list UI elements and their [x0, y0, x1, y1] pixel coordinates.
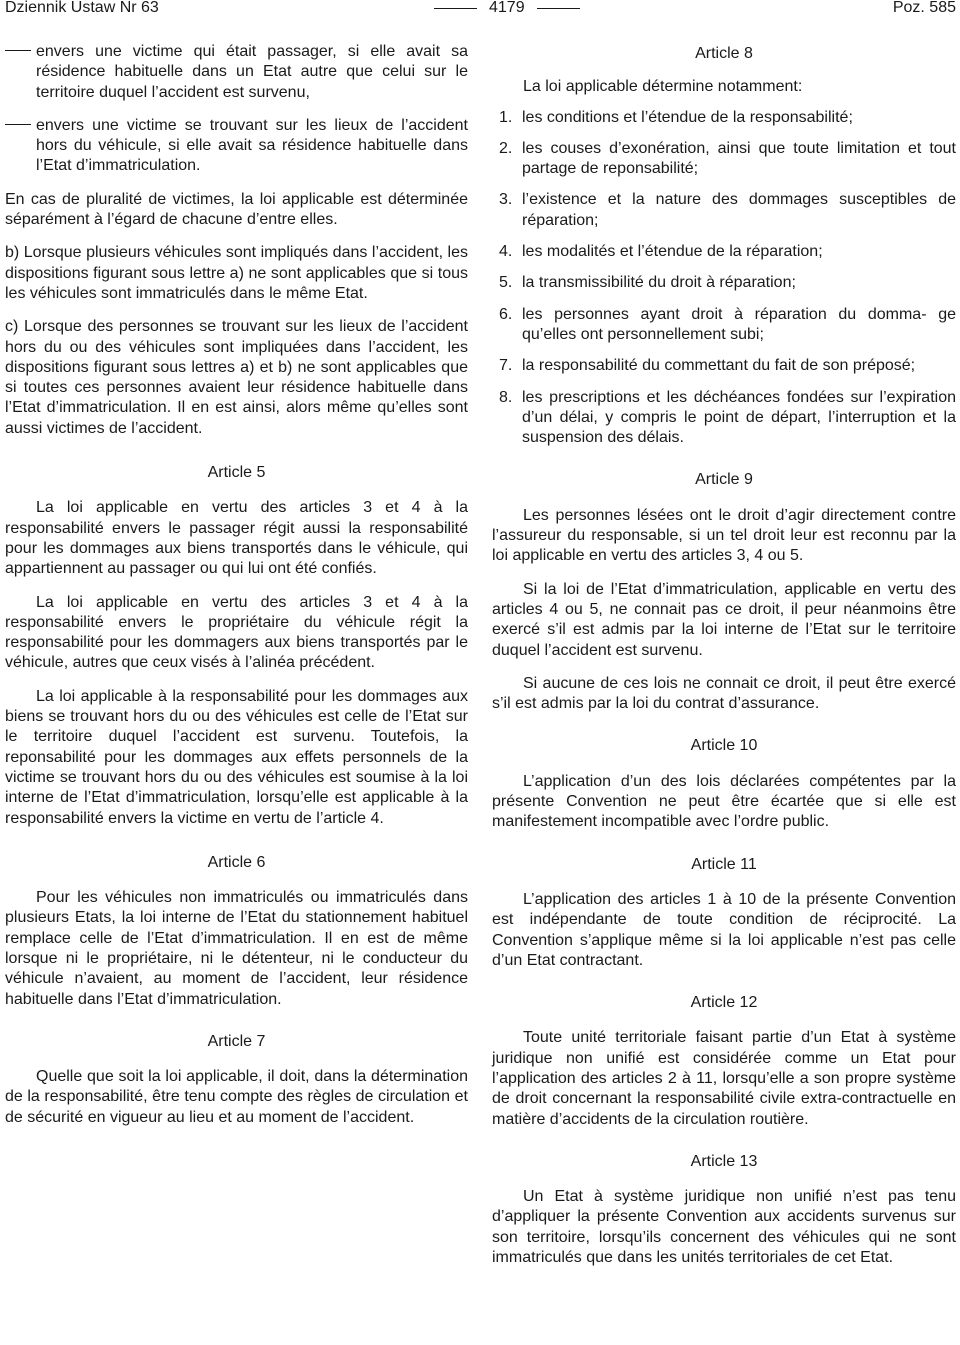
list-item-number: 4.	[499, 243, 513, 261]
article-9-paragraph-1: Les personnes lésées ont le droit d’agir directement contre l’assureur du responsable, si un tel droit leur est reconnu par la loi applicable en vertu des articles 3, 4 ou 5.	[492, 506, 956, 565]
left-column	[5, 42, 468, 1141]
dash-item-victim-outside	[5, 116, 468, 177]
article-7-heading: Article 7	[207, 1032, 266, 1050]
right-column	[492, 42, 956, 1281]
list-item-number: 3.	[499, 191, 513, 209]
list-item-text: la transmissibilité du droit à réparation;	[522, 274, 796, 292]
article-13-heading: Article 13	[690, 1152, 758, 1170]
dash-mark	[5, 50, 31, 51]
list-item-number: 1.	[499, 108, 513, 126]
list-item-text: la responsabilité du commettant du fait de son préposé;	[522, 357, 916, 375]
page-number-dash-left	[434, 8, 477, 9]
list-item	[492, 388, 956, 449]
list-item-number: 5.	[499, 274, 513, 292]
article-11-paragraph-1: L’application des articles 1 à 10 de la présente Convention est indépendante de toute condition de réciprocité. La Convention s’applique même si la loi applicable n’est pas celle d’un Etat contractant.	[492, 890, 956, 969]
dash-mark	[5, 124, 31, 125]
page-number: 4179	[489, 0, 525, 16]
list-item-text: les prescriptions et les déchéances fondées sur l’expiration d’un délai, y compris le point de départ, l’interruption et la suspension des délais.	[522, 388, 956, 447]
journal-title: Dziennik Ustaw Nr 63	[5, 0, 159, 16]
dash-item-passenger	[5, 42, 468, 103]
article-12-paragraph-1: Toute unité territoriale faisant partie d’un Etat à système juridique non unifié est considérée comme un Etat pour l’application des articles 2 à 11, lorsqu’elle a son propre système de droit concernant la responsabilité civile extra-contractuelle en matière d’accidents de la circulation routière.	[492, 1029, 956, 1128]
list-item-number: 8.	[499, 388, 513, 406]
list-item-text: l’existence et la nature des dommages susceptibles de réparation;	[522, 191, 956, 229]
article-6-heading: Article 6	[207, 853, 266, 871]
article-8-list	[492, 108, 956, 449]
article-5-paragraph-2: La loi applicable en vertu des articles 3 et 4 à la responsabilité envers le propriétaire du véhicule régit la responsabilité pour les dommagers aux biens transportés par le véhicule, autres que ceux visés à l’alinéa précédent.	[5, 593, 468, 672]
list-item-text: les conditions et l’étendue de la responsabilité;	[522, 108, 853, 126]
article-9-paragraph-3: Si aucune de ces lois ne connait ce droit, il peut être exercé s’il est admis par la loi du contrat d’assurance.	[492, 674, 956, 713]
list-item-number: 6.	[499, 305, 513, 323]
list-item-text: les modalités et l’étendue de la réparation;	[522, 243, 823, 261]
article-6-paragraph-1: Pour les véhicules non immatriculés ou immatriculés dans plusieurs Etats, la loi interne de l’Etat du stationnement habituel remplace celle de l’Etat d’immatriculation. Il en est de même lorsque ni le propriétaire, ni le détenteur, ni le conducteur du véhicule n’avaient, au moment de l’accident, leur résidence habituelle dans l’Etat d’immatriculation.	[5, 889, 468, 1008]
article-10-paragraph-1: L’application d’un des lois déclarées compétentes par la présente Convention ne peut être écartée que si elle est manifestement incompatible avec l’ordre public.	[492, 772, 956, 831]
list-item-text: les couses d’exonération, ainsi que toute limitation et tout partage de reponsabilité;	[522, 139, 956, 178]
dash-item-text: envers une victime qui était passager, si elle avait sa résidence habituelle dans un Etat autre que celui sur le territoire duquel l’accident est survenu,	[36, 43, 468, 101]
article-12-heading: Article 12	[690, 994, 758, 1012]
list-item-number: 7.	[499, 357, 513, 375]
article-9-paragraph-2: Si la loi de l’Etat d’immatriculation, applicable en vertu des articles 4 ou 5, ne connait pas ce droit, il peur néanmoins être exercé s’il est admis par la loi interne de l’Etat sur le territoire duquel l’accident est survenu.	[492, 580, 956, 659]
list-item	[492, 108, 956, 128]
list-item	[492, 242, 956, 262]
article-8-heading: Article 8	[695, 45, 753, 62]
list-item	[492, 139, 956, 180]
page-number-block	[434, 0, 580, 16]
article-8-intro: La loi applicable détermine notamment:	[523, 78, 803, 96]
article-5-heading: Article 5	[207, 464, 266, 482]
list-item	[492, 356, 956, 376]
position-number: Poz. 585	[892, 0, 956, 16]
list-item	[492, 273, 956, 293]
article-11-heading: Article 11	[691, 855, 757, 873]
page-header	[5, 0, 956, 16]
list-item-text: les personnes ayant droit à réparation du domma- ge qu’elles ont personnellement subi;	[522, 305, 956, 343]
article-5-paragraph-1: La loi applicable en vertu des articles 3 et 4 à la responsabilité envers le passager régit aussi la responsabilité pour les dommages aux biens transportés dans le véhicule, qui appartiennent au passager ou qui lui ont été confiés.	[5, 499, 468, 578]
list-item	[492, 190, 956, 231]
list-item	[492, 305, 956, 346]
article-10-heading: Article 10	[690, 737, 758, 755]
article-7-paragraph-1: Quelle que soit la loi applicable, il doit, dans la détermination de la responsabilité, être tenu compte des règles de circulation et de sécurité en vigueur au lieu et au moment de l’accident.	[5, 1068, 468, 1126]
article-9-heading: Article 9	[695, 471, 753, 489]
paragraph-b: b) Lorsque plusieurs véhicules sont impliqués dans l’accident, les dispositions figurant sous lettre a) ne sont applicables que si tous les véhicules sont immatriculés dans le même Etat.	[5, 244, 468, 302]
dash-item-text: envers une victime se trouvant sur les lieux de l’accident hors du véhicule, si elle avait sa résidence habituelle dans l’Etat d’immatriculation.	[36, 116, 468, 175]
paragraph-c: c) Lorsque des personnes se trouvant sur les lieux de l’accident hors du ou des véhicules sont impliquées dans l’accident, les dispositions figurant sous lettres a) et b) ne sont applicables que si toutes ces personnes avaient leur résidence habituelle dans l’Etat d’immatriculation. Il en est ainsi, alors même qu’elles sont aussi victimes de l’accident.	[5, 318, 468, 437]
list-item-number: 2.	[499, 139, 513, 157]
paragraph-plurality: En cas de pluralité de victimes, la loi applicable est déterminée séparément à l’égard de chacune d’entre elles.	[5, 190, 468, 229]
article-5-paragraph-3: La loi applicable à la responsabilité pour les dommages aux biens se trouvant hors du ou des véhicules est celle de l’Etat sur le territoire duquel l’accident est survenu. Toutefois, la reponsabilité pour les dommages aux effets personnels de la victime se trouvant hors du ou des véhicules est soumise à la loi interne de l’Etat d’immatriculation, lorsqu’elle est applicable à la responsabilité envers la victime en vertu de l’article 4.	[5, 687, 468, 827]
article-13-paragraph-1: Un Etat à système juridique non unifié n’est pas tenu d’appliquer la présente Convention aux accidents survenus sur son territoire, lorsqu’ils concernent des véhicules qui ne sont immatriculés que dans les unités territoriales de cet Etat.	[492, 1188, 956, 1267]
page-number-dash-right	[537, 8, 580, 9]
